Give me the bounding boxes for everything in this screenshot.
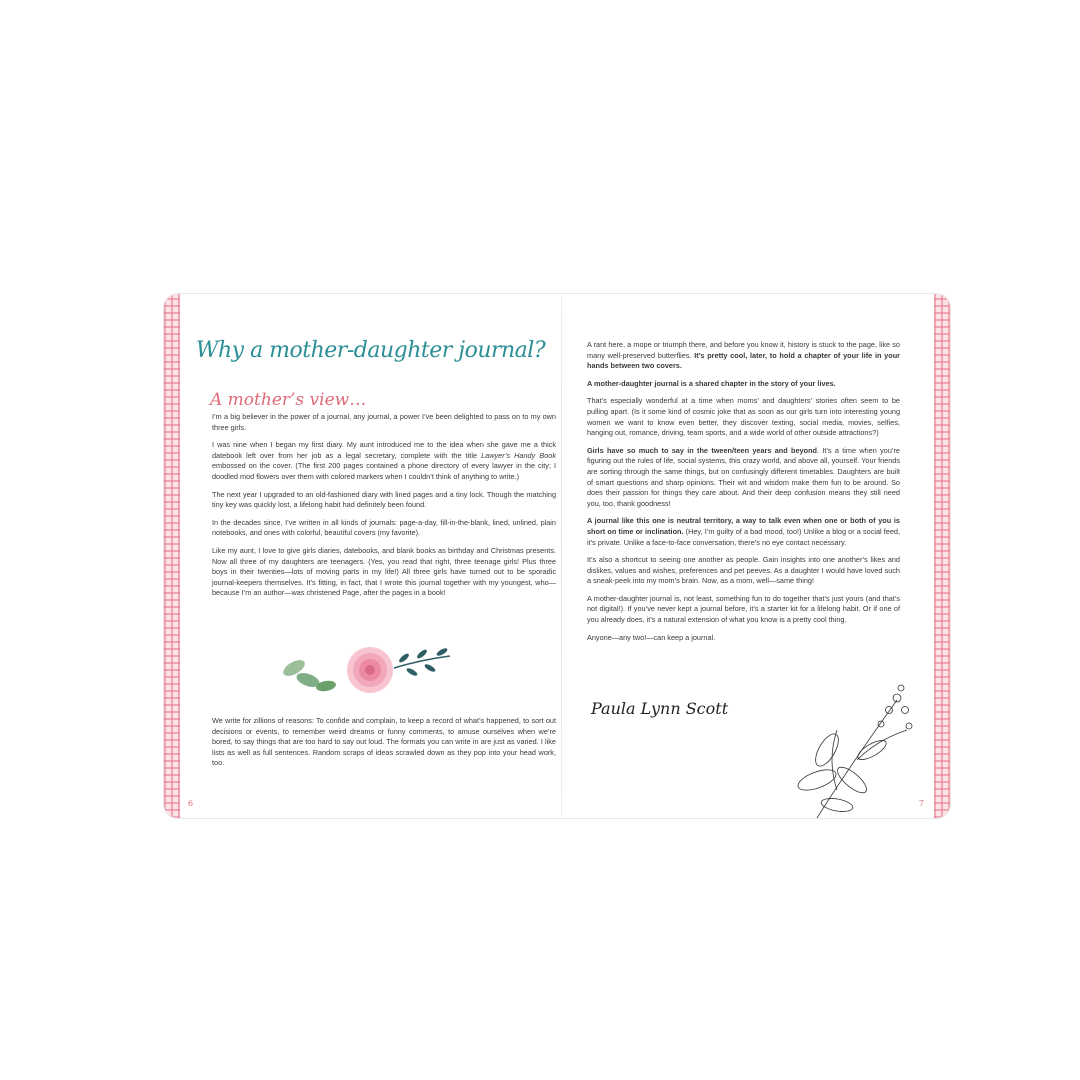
page-number: 6 — [188, 799, 194, 808]
plaid-border-left — [164, 294, 180, 818]
left-body-top — [212, 412, 556, 606]
paragraph: Girls have so much to say in the tween/teen years and beyond. It’s a time when you’re figuring out the rules of life, social systems, this crazy world, and above all, yourself. Your friends are sorting through the same things, but on confusingly different timetables. Daughters are built of smart questions and sharp opinions. Their wit and wisdom make them fun to be around. So does their passion for things they care about. And their deep confusion means they still need you, too, thank goodness! — [587, 445, 900, 508]
signature-text: Paula Lynn Scott — [591, 699, 729, 718]
left-page — [180, 294, 561, 818]
paragraph: A mother-daughter journal is, not least, something fun to do together that’s just yours (and that’s not digital!). If you’ve never kept a journal before, it’s a starter kit for a lifelong habit. Or if one of you already does, it’s a natural extension of what you know is a pretty cool thing. — [587, 593, 900, 625]
left-body-bottom — [212, 716, 556, 776]
plaid-border-right — [934, 294, 950, 818]
paragraph: A rant here, a mope or triumph there, and before you know it, history is stuck to the page, like so many well-preserved butterflies. It’s pretty cool, later, to hold a chapter of your life in your hands between two covers. — [587, 340, 900, 371]
paragraph: The next year I upgraded to an old-fashioned diary with lined pages and a tiny lock. Though the matching tiny key was quickly lost, a lifelong habit had definitely been found. — [212, 489, 556, 510]
paragraph: Like my aunt, I love to give girls diaries, datebooks, and blank books as birthday and Christmas presents. Now all three of my daughters are teenagers. (Yes, you read that right, three teenage girls! Plus three boys in their twenties—lots of moving parts in my life!) All three girls have turned out to be sporadic journal-keepers themselves. It’s fitting, in fact, that I wrote this journal together with my youngest, who—because I’m an author—was christened Page, after the pages in a book! — [212, 545, 556, 598]
leaf-branch-illustration — [797, 680, 917, 818]
page-number: 7 — [918, 799, 924, 808]
signature — [583, 693, 753, 733]
right-page — [561, 294, 934, 818]
paragraph: We write for zillions of reasons: To confide and complain, to keep a record of what’s happened, to sort out decisions or events, to remember weird dreams or funny comments, to amuse ourselves when we’re bored, to say things that are too hard to say out loud. The formats you can write in are just as varied. I like lists as well as full sentences. Random scraps of ideas scrawled down as they pop into your head work, too. — [212, 716, 556, 768]
rose-flower-illustration — [280, 646, 460, 698]
paragraph: I’m a big believer in the power of a journal, any journal, a power I’ve been delighted to pass on to my own three girls. — [212, 412, 556, 432]
paragraph: A journal like this one is neutral territory, a way to talk even when one or both of you is short on time or inclination. (Hey, I’m guilty of a bad mood, too!) Unlike a blog or a social feed, it’s private. Unlike a face-to-face conversation, there’s no eye contact necessary. — [587, 516, 901, 547]
paragraph: That’s especially wonderful at a time when moms’ and daughters’ stories often seem to be pulling apart. (Is it some kind of cosmic joke that as soon as our girls turn into interesting young women we want to know even better, they discover texting, social media, movies, selfies, hanging out, romance, driving, team sports, and a wide world of other outside attractions?) — [587, 396, 900, 438]
paragraph: A mother-daughter journal is a shared chapter in the story of your lives. — [587, 378, 836, 388]
page-title: Why a mother-daughter journal? — [195, 338, 546, 363]
paragraph: Anyone—any two!—can keep a journal. — [587, 632, 716, 642]
book-spread — [164, 294, 950, 818]
right-body — [587, 340, 900, 650]
paragraph: I was nine when I began my first diary. My aunt introduced me to the idea when she gave me a thick datebook left over from her job as a legal secretary, complete with the title Lawyer’s Handy Book embossed on the cover. (The first 200 pages contained a phone directory of every lawyer in the city; I doodled mod flowers over them with colored markers when I couldn’t think of anything to write.) — [212, 440, 556, 481]
paragraph: It’s also a shortcut to seeing one another as people. Gain insights into one another’s likes and dislikes, values and wishes, preferences and pet peeves. As a daughter I would have loved such a sneak-peek into my mom’s brain. Now, as a mom, well—same thing! — [587, 555, 900, 586]
paragraph: In the decades since, I’ve written in all kinds of journals: page-a-day, fill-in-the-blank, lined, unlined, plain notebooks, and ones with colorful, beautiful covers (my favorite). — [212, 517, 556, 538]
section-heading: A mother’s view… — [210, 390, 367, 410]
